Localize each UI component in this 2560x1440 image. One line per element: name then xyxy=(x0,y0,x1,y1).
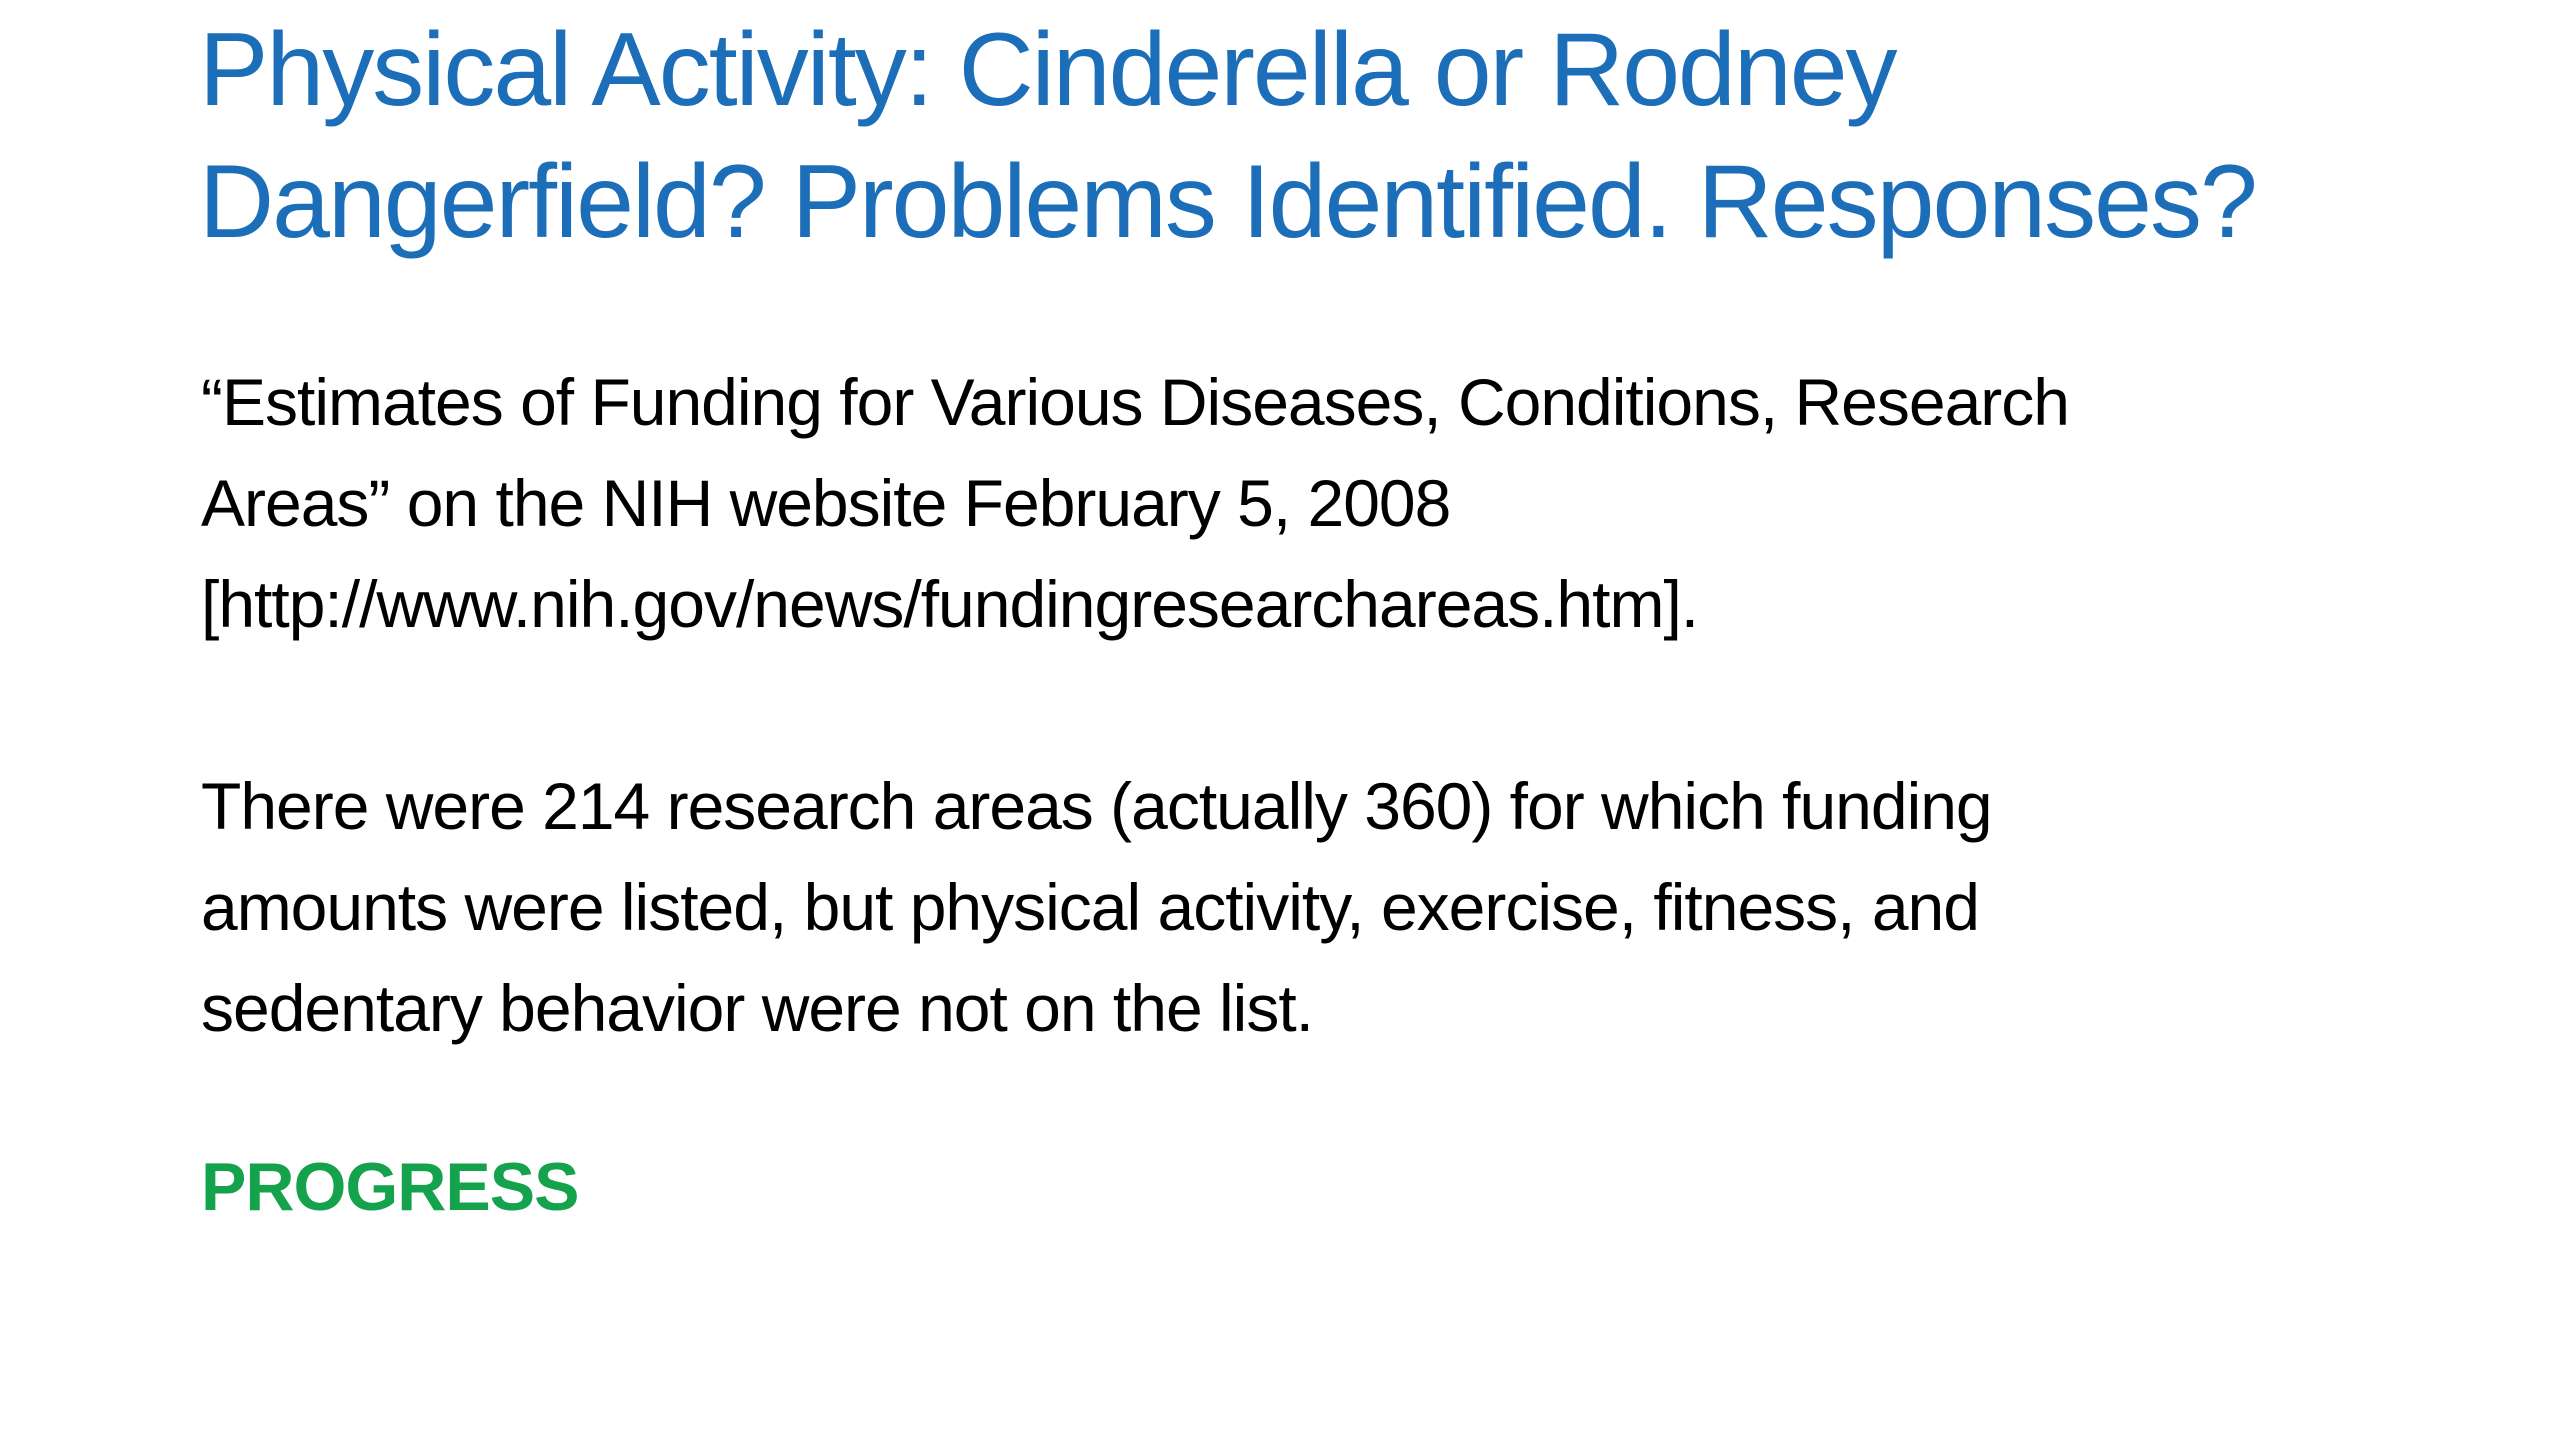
slide-title xyxy=(199,4,2256,268)
paragraph-funding-estimates-line-1: “Estimates of Funding for Various Diseases, Conditions, Research xyxy=(201,365,2069,439)
paragraph-research-areas-line-1: There were 214 research areas (actually 360) for which funding xyxy=(201,769,1992,843)
paragraph-research-areas xyxy=(201,756,1992,1059)
progress-heading: PROGRESS xyxy=(201,1149,579,1225)
slide-title-line-1: Physical Activity: Cinderella or Rodney xyxy=(199,12,1896,128)
paragraph-funding-estimates xyxy=(201,352,2069,655)
paragraph-research-areas-line-2: amounts were listed, but physical activity, exercise, fitness, and xyxy=(201,870,1979,944)
paragraph-funding-estimates-line-2: Areas” on the NIH website February 5, 2008 xyxy=(201,466,1451,540)
paragraph-funding-estimates-line-3: [http://www.nih.gov/news/fundingresearchareas.htm]. xyxy=(201,567,1699,641)
slide-title-line-2: Dangerfield? Problems Identified. Responses? xyxy=(199,144,2256,260)
paragraph-research-areas-line-3: sedentary behavior were not on the list. xyxy=(201,971,1314,1045)
